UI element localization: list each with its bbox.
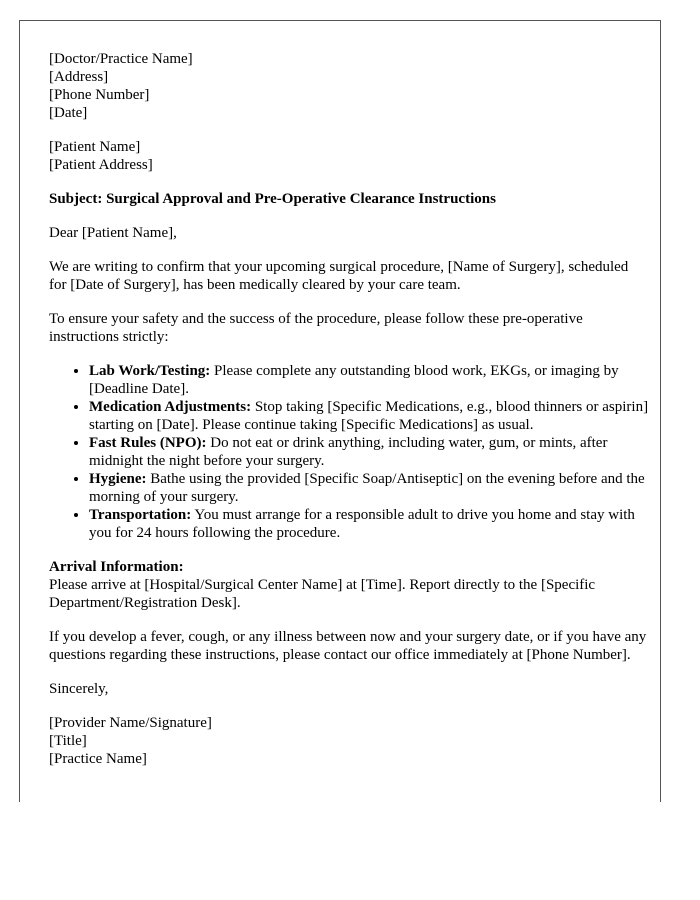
letter-content — [49, 50, 649, 768]
instruction-label: Hygiene: — [89, 471, 147, 487]
letter-date: [Date] — [49, 105, 88, 121]
contact-paragraph: If you develop a fever, cough, or any illness between now and your surgery date, or if you have any questions regarding these instructions, please contact our office immediately at [Phone Number]. — [49, 629, 647, 663]
recipient-address: [Patient Address] — [49, 157, 153, 173]
instruction-label: Fast Rules (NPO): — [89, 435, 207, 451]
instruction-text: Please complete any outstanding blood work, EKGs, or imaging by [Deadline Date]. — [89, 363, 619, 397]
list-item — [89, 398, 649, 434]
instruction-label: Lab Work/Testing: — [89, 363, 211, 379]
sender-address: [Address] — [49, 69, 109, 85]
signature-block — [49, 714, 649, 768]
signature-name: [Provider Name/Signature] — [49, 715, 212, 731]
signature-title: [Title] — [49, 733, 87, 749]
salutation: Dear [Patient Name], — [49, 225, 177, 241]
instructions-list — [49, 362, 649, 542]
arrival-heading: Arrival Information: — [49, 559, 184, 575]
instruction-text: Bathe using the provided [Specific Soap/Antiseptic] on the evening before and the morning of your surgery. — [89, 471, 645, 505]
arrival-text: Please arrive at [Hospital/Surgical Center Name] at [Time]. Report directly to the [Specific Department/Registration Desk]. — [49, 577, 596, 611]
sender-name: [Doctor/Practice Name] — [49, 51, 193, 67]
sender-phone: [Phone Number] — [49, 87, 150, 103]
list-item — [89, 470, 649, 506]
sender-block — [49, 50, 649, 122]
instruction-text: You must arrange for a responsible adult to drive you home and stay with you for 24 hours following the procedure. — [89, 507, 635, 541]
recipient-block — [49, 138, 649, 174]
instruction-text: Do not eat or drink anything, including water, gum, or mints, after midnight the night before your surgery. — [89, 435, 608, 469]
closing: Sincerely, — [49, 681, 109, 697]
arrival-block — [49, 558, 649, 612]
instruction-label: Medication Adjustments: — [89, 399, 252, 415]
intro-paragraph: We are writing to confirm that your upcoming surgical procedure, [Name of Surgery], scheduled for [Date of Surgery], has been medically cleared by your care team. — [49, 259, 629, 293]
instruction-label: Transportation: — [89, 507, 192, 523]
recipient-name: [Patient Name] — [49, 139, 141, 155]
list-item — [89, 506, 649, 542]
list-item — [89, 434, 649, 470]
letter-page — [19, 20, 661, 802]
list-item — [89, 362, 649, 398]
instructions-intro: To ensure your safety and the success of the procedure, please follow these pre-operative instructions strictly: — [49, 311, 583, 345]
subject-line: Subject: Surgical Approval and Pre-Operative Clearance Instructions — [49, 191, 496, 207]
instruction-text: Stop taking [Specific Medications, e.g., blood thinners or aspirin] starting on [Date]. Please continue taking [Specific Medications] as usual. — [89, 399, 649, 433]
signature-practice: [Practice Name] — [49, 751, 147, 767]
